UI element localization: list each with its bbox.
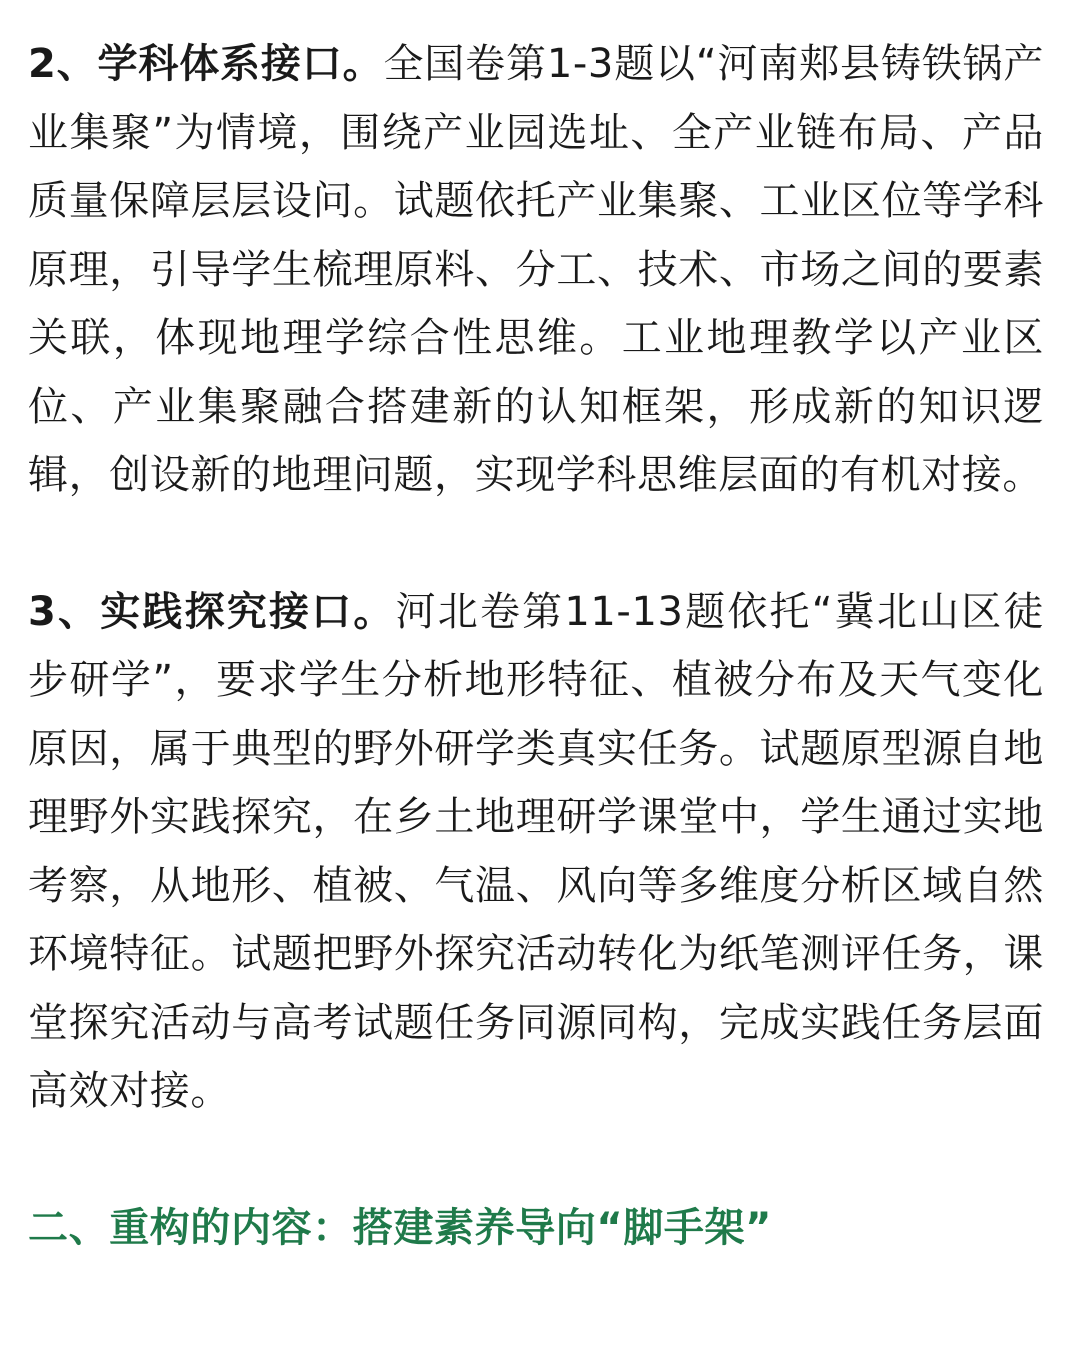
paragraph-body: 河北卷第11-13题依托“冀北山区徒步研学”，要求学生分析地形特征、植被分布及天气变化原因，属于典型的野外研学类真实任务。试题原型源自地理野外实践探究，在乡土地理研学课堂中，学生通过实地考察，从地形、植被、气温、风向等多维度分析区域自然环境特征。试题把野外探究活动转化为纸笔测评任务，课堂探究活动与高考试题任务同源同构，完成实践任务层面高效对接。 [28, 588, 1044, 1114]
paragraph-lead: 3、实践探究接口。 [28, 588, 396, 635]
paragraph-subject-system-interface [28, 30, 1044, 510]
section-heading: 二、重构的内容：搭建素养导向“脚手架” [28, 1204, 772, 1251]
paragraph-practice-inquiry-interface [28, 578, 1044, 1126]
paragraph-lead: 2、学科体系接口。 [28, 41, 384, 87]
paragraph-body: 全国卷第1-3题以“河南郏县铸铁锅产业集聚”为情境，围绕产业园选址、全产业链布局、产品质量保障层层设问。试题依托产业集聚、工业区位等学科原理，引导学生梳理原料、分工、技术、市场之间的要素关联，体现地理学综合性思维。工业地理教学以产业区位、产业集聚融合搭建新的认知框架，形成新的知识逻辑，创设新的地理问题，实现学科思维层面的有机对接。 [28, 41, 1044, 498]
